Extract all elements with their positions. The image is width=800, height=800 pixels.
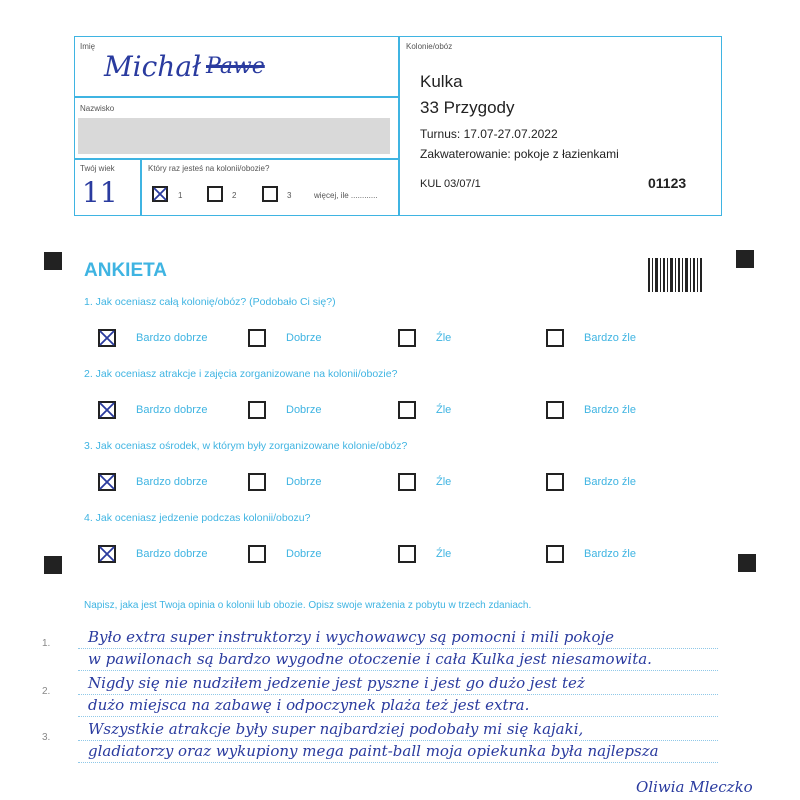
writing-line [78, 648, 718, 649]
turnus: Turnus: 17.07-27.07.2022 [420, 127, 558, 141]
kolonie-label: Kolonie/obóz [406, 42, 453, 51]
answer-checkbox[interactable] [398, 401, 416, 419]
check-x-icon [98, 545, 116, 563]
header-divider-vertical [398, 36, 400, 216]
line-number: 1. [42, 638, 51, 649]
answer-checkbox[interactable] [398, 329, 416, 347]
handwritten-line[interactable]: dużo miejsca na zabawę i odpoczynek plaża też jest extra. [88, 696, 530, 714]
answer-label: Bardzo dobrze [136, 476, 208, 488]
answer-checkbox[interactable] [248, 401, 266, 419]
ktory-raz-checkbox-2[interactable] [207, 186, 223, 202]
question-text: 4. Jak oceniasz jedzenie podczas kolonii/obozu? [84, 512, 311, 524]
answer-checkbox[interactable] [398, 473, 416, 491]
answer-label: Bardzo dobrze [136, 548, 208, 560]
header-divider-2 [74, 158, 399, 160]
header-divider-1 [74, 96, 399, 98]
answer-label: Źle [436, 332, 452, 344]
answer-checkbox[interactable] [546, 329, 564, 347]
registration-mark [44, 556, 62, 574]
writing-line [78, 670, 718, 671]
ktory-raz-option-1: 1 [178, 191, 183, 200]
line-number: 2. [42, 686, 51, 697]
answer-checkbox[interactable] [98, 473, 116, 491]
imie-crossed: Pawe [206, 54, 265, 79]
line-number: 3. [42, 732, 51, 743]
opinion-prompt: Napisz, jaka jest Twoja opinia o kolonii lub obozie. Opisz swoje wrażenia z pobytu w trzech zdaniach. [84, 600, 532, 611]
handwritten-line[interactable]: gladiatorzy oraz wykupiony mega paint-ball moja opiekunka była najlepsza [88, 742, 659, 760]
writing-line [78, 762, 718, 763]
check-x-icon [152, 186, 168, 202]
handwritten-line[interactable]: Było extra super instruktorzy i wychowawcy są pomocni i mili pokoje [88, 628, 615, 646]
handwritten-line[interactable]: Wszystkie atrakcje były super najbardziej podobały mi się kajaki, [88, 720, 584, 738]
ankieta-title: ANKIETA [84, 260, 168, 281]
writing-line [78, 716, 718, 717]
imie-value[interactable]: Michał [104, 50, 202, 83]
answer-checkbox[interactable] [398, 545, 416, 563]
wiek-label: Twój wiek [80, 164, 115, 173]
answer-label: Bardzo źle [584, 404, 636, 416]
answer-checkbox[interactable] [98, 329, 116, 347]
answer-checkbox[interactable] [546, 401, 564, 419]
check-x-icon [98, 329, 116, 347]
ktory-raz-option-2: 2 [232, 191, 237, 200]
answer-label: Źle [436, 548, 452, 560]
check-x-icon [98, 473, 116, 491]
answer-label: Bardzo dobrze [136, 404, 208, 416]
answer-checkbox[interactable] [546, 473, 564, 491]
registration-mark [736, 250, 754, 268]
camp-subtitle: 33 Przygody [420, 98, 515, 117]
nazwisko-field[interactable] [78, 118, 390, 154]
answer-checkbox[interactable] [248, 329, 266, 347]
code: KUL 03/07/1 [420, 178, 481, 190]
imie-label: Imię [80, 42, 96, 51]
answer-label: Bardzo źle [584, 476, 636, 488]
ktory-raz-option-3: 3 [287, 191, 292, 200]
answer-label: Bardzo źle [584, 548, 636, 560]
answer-checkbox[interactable] [98, 401, 116, 419]
writing-line [78, 740, 718, 741]
barcode-icon [648, 258, 702, 292]
answer-checkbox[interactable] [546, 545, 564, 563]
answer-label: Dobrze [286, 548, 322, 560]
question-text: 3. Jak oceniasz ośrodek, w którym były zorganizowane kolonie/obóz? [84, 440, 408, 452]
form-number: 01123 [648, 175, 687, 191]
question-text: 2. Jak oceniasz atrakcje i zajęcia zorganizowane na kolonii/obozie? [84, 368, 398, 380]
answer-label: Dobrze [286, 476, 322, 488]
handwritten-line[interactable]: w pawilonach są bardzo wygodne otoczenie i cała Kulka jest niesamowita. [88, 650, 652, 668]
handwritten-line[interactable]: Nigdy się nie nudziłem jedzenie jest pyszne i jest go dużo jest też [88, 674, 585, 692]
writing-line [78, 694, 718, 695]
answer-label: Bardzo źle [584, 332, 636, 344]
answer-label: Dobrze [286, 404, 322, 416]
answer-label: Źle [436, 476, 452, 488]
nazwisko-label: Nazwisko [80, 104, 115, 113]
wiek-value[interactable]: 11 [82, 176, 118, 209]
answer-checkbox[interactable] [248, 473, 266, 491]
question-text: 1. Jak oceniasz całą kolonię/obóz? (Podobało Ci się?) [84, 296, 336, 308]
ktory-raz-more: więcej, ile ............ [314, 191, 378, 200]
camp-name: Kulka [420, 72, 463, 91]
answer-checkbox[interactable] [248, 545, 266, 563]
ktory-raz-label: Który raz jesteś na kolonii/obozie? [148, 164, 270, 173]
registration-mark [738, 554, 756, 572]
answer-checkbox[interactable] [98, 545, 116, 563]
answer-label: Bardzo dobrze [136, 332, 208, 344]
answer-label: Dobrze [286, 332, 322, 344]
ktory-raz-checkbox-3[interactable] [262, 186, 278, 202]
answer-label: Źle [436, 404, 452, 416]
ktory-raz-checkbox-1[interactable] [152, 186, 168, 202]
registration-mark [44, 252, 62, 270]
signature: Oliwia Mleczko [636, 778, 753, 796]
header-divider-age [140, 158, 142, 216]
zakwaterowanie: Zakwaterowanie: pokoje z łazienkami [420, 147, 619, 161]
check-x-icon [98, 401, 116, 419]
